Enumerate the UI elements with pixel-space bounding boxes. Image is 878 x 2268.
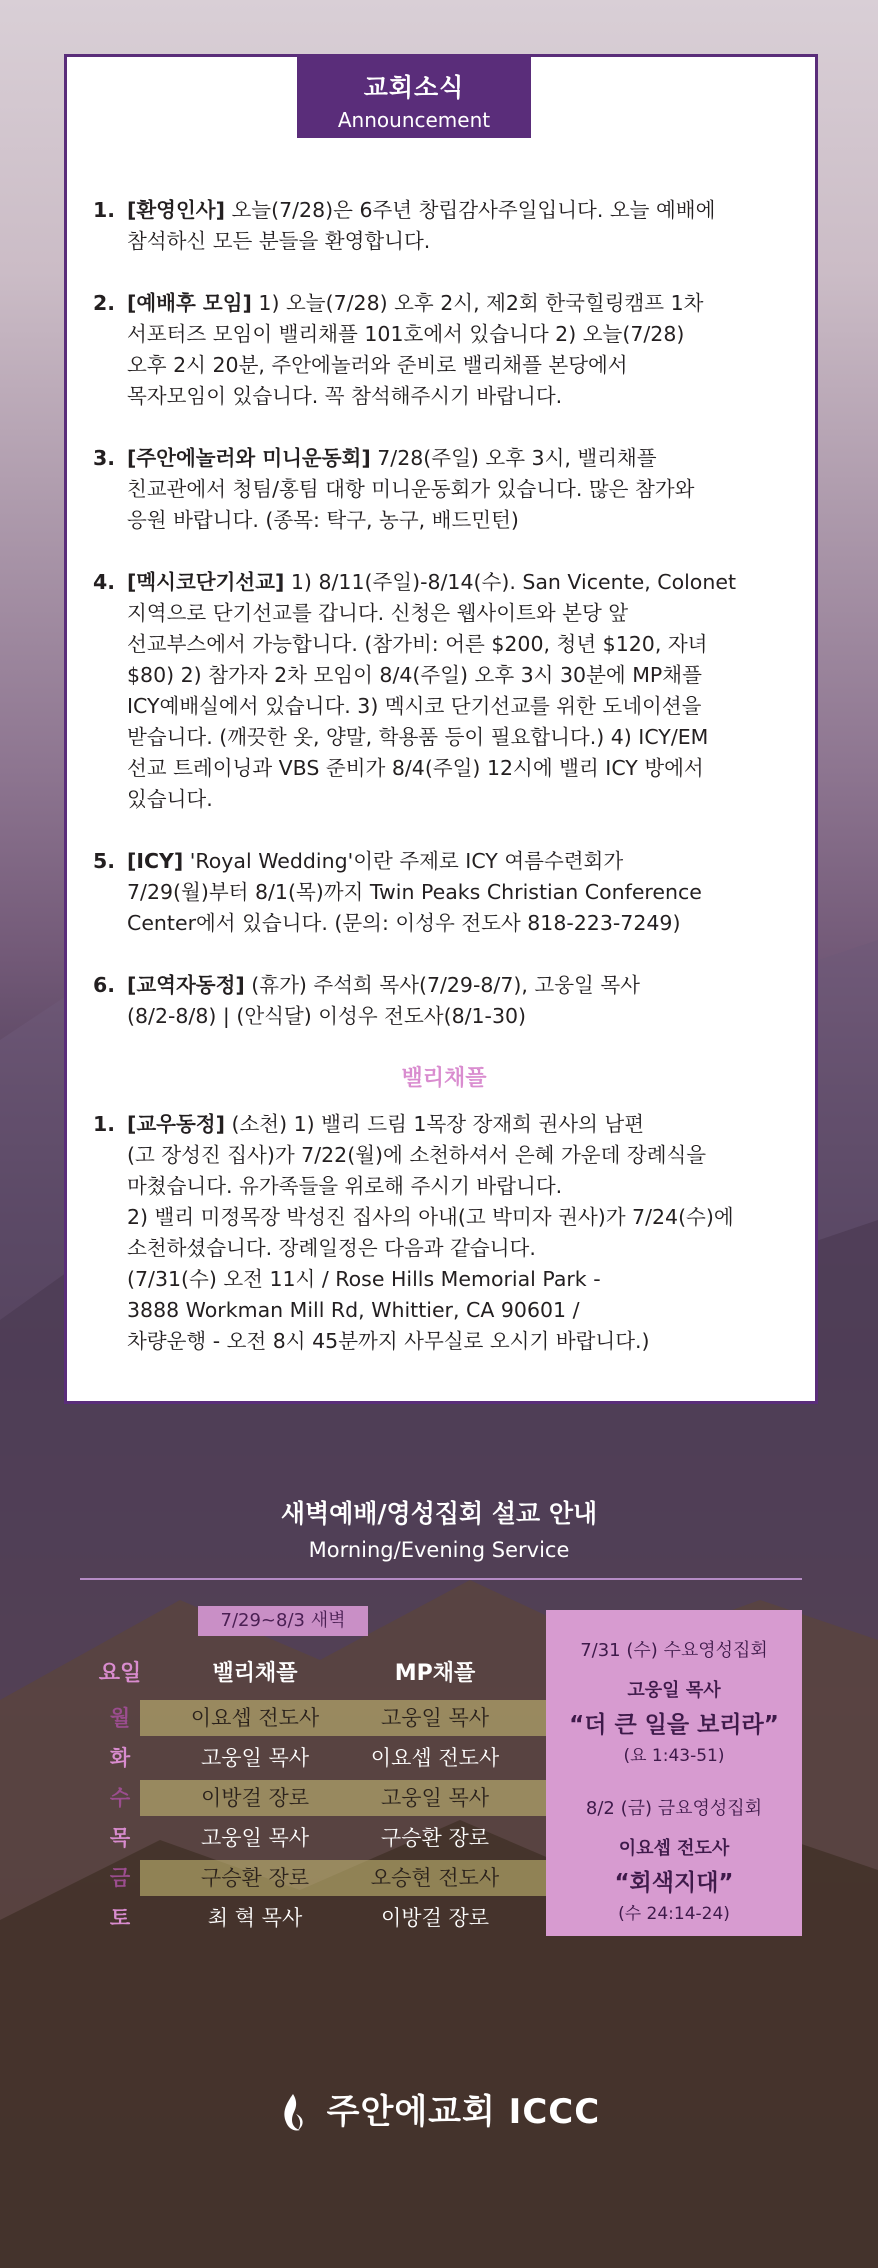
item-line: (7/31(수) 오전 11시 / Rose Hills Memorial Park - — [127, 1267, 601, 1291]
item-number: 2. — [93, 291, 116, 315]
table-row — [80, 1700, 520, 1736]
item-number: 1. — [93, 1112, 116, 1136]
church-logo — [0, 2084, 878, 2136]
announcement-item-sports-day — [93, 443, 793, 536]
item-line: ICY예배실에서 있습니다. 3) 멕시코 단기선교를 위한 도네이션을 — [127, 694, 702, 718]
item-line: 마쳤습니다. 유가족들을 위로해 주시기 바랍니다. — [127, 1174, 563, 1198]
item-line: 오후 2시 20분, 주안에놀러와 준비로 밸리채플 본당에서 — [127, 353, 628, 377]
friday-sermon: “회색지대” — [614, 1870, 734, 1896]
schedule-title: 새벽예배/영성집회 설교 안내 — [280, 1499, 598, 1528]
friday-preacher: 이요셉 전도사 — [618, 1838, 730, 1859]
item-number: 4. — [93, 570, 116, 594]
item-line: 2) 밸리 미정목장 박성진 집사의 아내(고 박미자 권사)가 7/24(수)에 — [127, 1205, 734, 1229]
item-line: 선교 트레이닝과 VBS 준비가 8/4(주일) 12시에 밸리 ICY 방에서 — [127, 756, 704, 780]
item-line: (고 장성진 집사)가 7/22(월)에 소천하셔서 은혜 가운데 장례식을 — [127, 1143, 707, 1167]
evening-service-box — [546, 1610, 802, 1936]
table-row — [80, 1900, 520, 1936]
header-valley: 밸리채플 — [212, 1661, 298, 1686]
header-day: 요일 — [98, 1661, 142, 1686]
friday-verse: (수 24:14-24) — [618, 1904, 730, 1924]
item-line: (휴가) 주석희 목사(7/29-8/7), 고웅일 목사 — [251, 973, 640, 997]
item-line: 'Royal Wedding'이란 주제로 ICY 여름수련회가 — [189, 849, 624, 873]
item-line: 소천하셨습니다. 장례일정은 다음과 같습니다. — [127, 1236, 536, 1260]
table-row — [80, 1820, 520, 1856]
item-line: 3888 Workman Mill Rd, Whittier, CA 90601 / — [127, 1298, 580, 1322]
item-line: 받습니다. (깨끗한 옷, 양말, 학용품 등이 필요합니다.) 4) ICY/EM — [127, 725, 709, 749]
row-day: 토 — [109, 1906, 131, 1930]
item-tag: [예배후 모임] — [127, 291, 252, 315]
header-title-en: Announcement — [337, 108, 491, 132]
row-day: 월 — [109, 1706, 131, 1730]
header-mp: MP채플 — [394, 1661, 476, 1686]
table-row — [80, 1740, 520, 1776]
valley-section-title: 밸리채플 — [401, 1066, 487, 1091]
wednesday-title: 7/31 (수) 수요영성집회 — [580, 1640, 768, 1661]
row-valley: 구승환 장로 — [200, 1866, 310, 1890]
table-header-row — [80, 1656, 520, 1696]
item-line: 선교부스에서 가능합니다. (참가비: 어른 $200, 청년 $120, 자녀 — [127, 632, 708, 656]
announcement-list — [93, 195, 793, 1032]
item-tag: [환영인사] — [127, 198, 225, 222]
announcement-panel — [64, 54, 818, 1404]
announcement-item-meeting — [93, 288, 793, 412]
item-line: 1) 8/11(주일)-8/14(수). San Vicente, Colonet — [290, 570, 736, 594]
valley-list — [93, 1109, 793, 1357]
item-line: 7/28(주일) 오후 3시, 밸리채플 — [377, 446, 657, 470]
row-mp: 이요셉 전도사 — [370, 1746, 500, 1770]
item-line: (8/2-8/8) | (안식달) 이성우 전도사(8/1-30) — [127, 1004, 527, 1028]
item-line: 참석하신 모든 분들을 환영합니다. — [127, 229, 431, 253]
row-mp: 고웅일 목사 — [380, 1706, 490, 1730]
row-mp: 구승환 장로 — [380, 1826, 490, 1850]
item-number: 5. — [93, 849, 116, 873]
item-line: Center에서 있습니다. (문의: 이성우 전도사 818-223-7249) — [127, 911, 681, 935]
item-line: 1) 오늘(7/28) 오후 2시, 제2회 한국힐링캠프 1차 — [258, 291, 704, 315]
item-tag: [멕시코단기선교] — [127, 570, 285, 594]
item-number: 6. — [93, 973, 116, 997]
item-line: 지역으로 단기선교를 갑니다. 신청은 웹사이트와 본당 앞 — [127, 601, 629, 625]
schedule-divider — [80, 1578, 802, 1580]
item-line: $80) 2) 참가자 2차 모임이 8/4(주일) 오후 3시 30분에 MP채플 — [127, 663, 702, 687]
item-line: (소천) 1) 밸리 드림 1목장 장재희 권사의 남편 — [231, 1112, 645, 1136]
wednesday-sermon: “더 큰 일을 보리라” — [569, 1712, 779, 1738]
row-day: 화 — [109, 1746, 131, 1770]
row-mp: 고웅일 목사 — [380, 1786, 490, 1810]
announcement-header — [297, 54, 531, 138]
item-line: 차량운행 - 오전 8시 45분까지 사무실로 오시기 바랍니다.) — [127, 1329, 650, 1353]
row-valley: 이요셉 전도사 — [190, 1706, 320, 1730]
flame-logo-icon — [278, 2092, 308, 2136]
logo-text: 주안에교회 ICCC — [326, 2092, 601, 2132]
table-row — [80, 1780, 520, 1816]
item-line: 목자모임이 있습니다. 꼭 참석해주시기 바랍니다. — [127, 384, 563, 408]
item-line: 7/29(월)부터 8/1(목)까지 Twin Peaks Christian Conference — [127, 880, 702, 904]
announcement-item-welcome — [93, 195, 793, 257]
row-day: 수 — [109, 1786, 131, 1810]
schedule-subtitle: Morning/Evening Service — [308, 1538, 570, 1562]
item-line: 친교관에서 청팀/홍팀 대항 미니운동회가 있습니다. 많은 참가와 — [127, 477, 695, 501]
row-mp: 이방걸 장로 — [380, 1906, 490, 1930]
item-line: 응원 바랍니다. (종목: 탁구, 농구, 배드민턴) — [127, 508, 519, 532]
table-row — [80, 1860, 520, 1896]
item-tag: [ICY] — [127, 849, 184, 873]
item-tag: [교역자동정] — [127, 973, 245, 997]
item-number: 1. — [93, 198, 116, 222]
item-tag: [교우동정] — [127, 1112, 225, 1136]
announcement-item-mexico-mission — [93, 567, 793, 815]
wednesday-verse: (요 1:43-51) — [623, 1746, 725, 1766]
valley-item-news — [93, 1109, 793, 1357]
item-number: 3. — [93, 446, 116, 470]
announcement-item-staff — [93, 970, 793, 1032]
wednesday-preacher: 고웅일 목사 — [627, 1680, 721, 1701]
item-line: 서포터즈 모임이 밸리채플 101호에서 있습니다 2) 오늘(7/28) — [127, 322, 685, 346]
header-title-ko: 교회소식 — [363, 73, 465, 102]
row-valley: 고웅일 목사 — [200, 1746, 310, 1770]
row-mp: 오승현 전도사 — [370, 1866, 500, 1890]
announcement-item-icy — [93, 846, 793, 939]
item-line: 있습니다. — [127, 787, 213, 811]
row-valley: 이방걸 장로 — [200, 1786, 310, 1810]
week-label: 7/29~8/3 새벽 — [198, 1606, 368, 1636]
item-tag: [주안에놀러와 미니운동회] — [127, 446, 371, 470]
row-day: 목 — [109, 1826, 131, 1850]
row-valley: 최 혁 목사 — [207, 1906, 303, 1930]
schedule-table — [80, 1656, 520, 1940]
friday-title: 8/2 (금) 금요영성집회 — [585, 1798, 763, 1819]
row-day: 금 — [109, 1866, 131, 1890]
row-valley: 고웅일 목사 — [200, 1826, 310, 1850]
item-line: 오늘(7/28)은 6주년 창립감사주일입니다. 오늘 예배에 — [231, 198, 716, 222]
